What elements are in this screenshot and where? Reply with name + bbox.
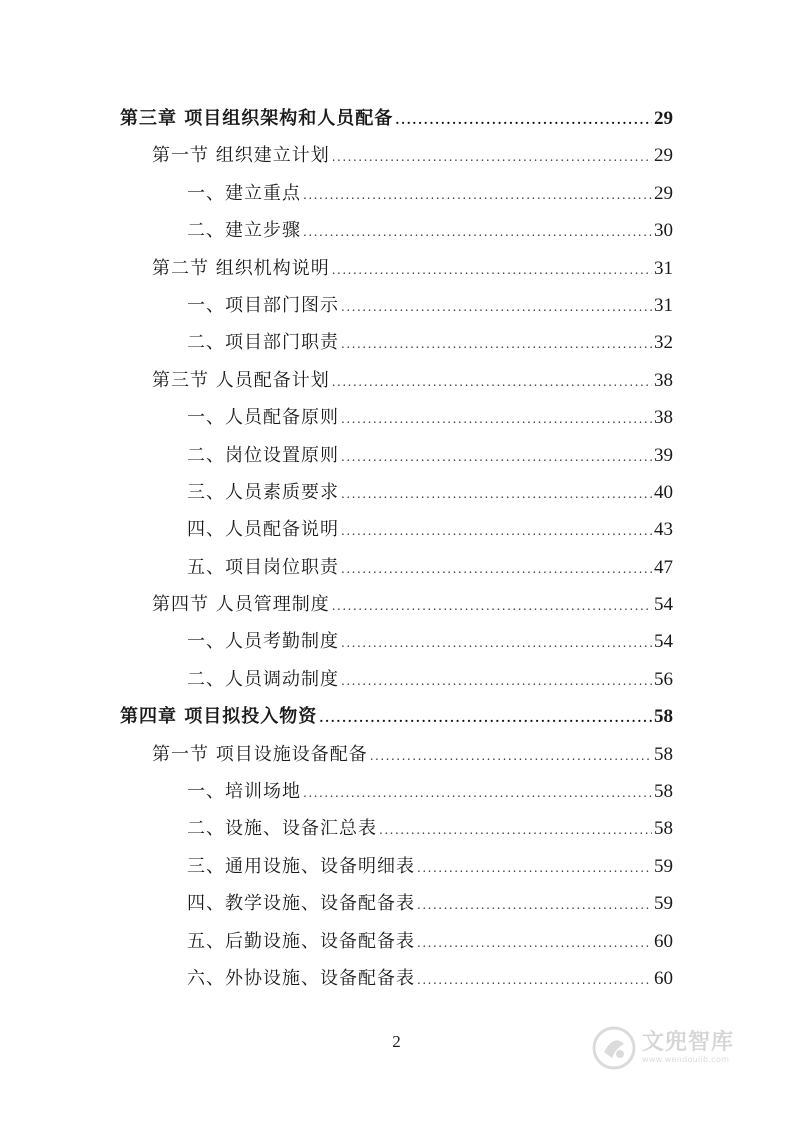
toc-entry-page: 43 <box>654 519 673 541</box>
toc-dot-leader <box>303 775 652 812</box>
toc-dot-leader <box>341 401 652 438</box>
toc-entry[interactable] <box>0 437 793 474</box>
toc-dot-leader <box>341 439 652 476</box>
toc-entry-page: 39 <box>654 444 673 466</box>
toc-entry[interactable] <box>0 250 793 287</box>
toc-entry-page: 58 <box>654 818 673 840</box>
toc-entry[interactable] <box>0 661 793 698</box>
toc-dot-leader <box>370 738 652 775</box>
toc-entry[interactable] <box>0 923 793 960</box>
toc-entry-page: 54 <box>654 631 673 653</box>
toc-entry-label: 二、项目部门职责 <box>187 332 339 354</box>
toc-dot-leader <box>341 513 652 550</box>
toc-entry-page: 38 <box>654 407 673 429</box>
watermark-url: www.wendoulib.com <box>642 1055 730 1064</box>
toc-entry-label: 第三章 项目组织架构和人员配备 <box>120 108 394 129</box>
toc-dot-leader <box>417 962 652 999</box>
toc-entry-label: 一、建立重点 <box>187 182 301 204</box>
toc-dot-leader <box>332 252 652 289</box>
toc-entry-label: 四、人员配备说明 <box>187 519 339 541</box>
toc-entry[interactable] <box>0 549 793 586</box>
toc-entry[interactable] <box>0 175 793 212</box>
toc-entry-page: 59 <box>654 893 673 915</box>
toc-entry-label: 一、项目部门图示 <box>187 294 339 316</box>
toc-entry-page: 32 <box>654 332 673 354</box>
toc-dot-leader <box>341 551 652 588</box>
toc-entry-label: 六、外协设施、设备配备表 <box>187 967 415 989</box>
toc-dot-leader <box>332 588 652 625</box>
wendoc-logo-icon <box>592 1026 636 1070</box>
toc-entry-page: 29 <box>654 182 673 204</box>
toc-entry-label: 一、人员配备原则 <box>187 407 339 429</box>
toc-entry-label: 二、人员调动制度 <box>187 668 339 690</box>
toc-entry-label: 第一节 项目设施设备配备 <box>152 743 368 765</box>
toc-dot-leader <box>319 700 652 737</box>
toc-entry[interactable] <box>0 100 793 137</box>
toc-entry-page: 59 <box>654 855 673 877</box>
toc-dot-leader <box>341 476 652 513</box>
toc-dot-leader <box>417 850 652 887</box>
toc-dot-leader <box>332 139 652 176</box>
toc-entry-page: 56 <box>654 668 673 690</box>
watermark <box>592 1020 762 1076</box>
toc-dot-leader <box>303 177 652 214</box>
toc-entry-page: 58 <box>654 706 673 728</box>
toc-entry-label: 五、项目岗位职责 <box>187 556 339 578</box>
toc-entry[interactable] <box>0 324 793 361</box>
toc-entry[interactable] <box>0 137 793 174</box>
toc-entry-label: 二、岗位设置原则 <box>187 444 339 466</box>
toc-entry-label: 四、教学设施、设备配备表 <box>187 893 415 915</box>
toc-entry-page: 58 <box>654 743 673 765</box>
toc-entry-label: 五、后勤设施、设备配备表 <box>187 930 415 952</box>
toc-entry[interactable] <box>0 698 793 735</box>
toc-dot-leader <box>341 663 652 700</box>
toc-entry[interactable] <box>0 773 793 810</box>
toc-entry[interactable] <box>0 511 793 548</box>
toc-entry-page: 60 <box>654 930 673 952</box>
toc-entry[interactable] <box>0 399 793 436</box>
watermark-title: 文兜智库 <box>642 1030 735 1055</box>
toc-entry[interactable] <box>0 885 793 922</box>
toc-dot-leader <box>379 812 652 849</box>
toc-entry-label: 三、人员素质要求 <box>187 481 339 503</box>
toc-entry[interactable] <box>0 810 793 847</box>
page-number: 2 <box>392 1032 401 1051</box>
toc-entry-page: 31 <box>654 257 673 279</box>
toc-entry-page: 54 <box>654 594 673 616</box>
toc-entry-label: 第四节 人员管理制度 <box>152 594 330 616</box>
toc-entry-label: 第一节 组织建立计划 <box>152 145 330 167</box>
toc-entry-label: 一、培训场地 <box>187 781 301 803</box>
toc-entry[interactable] <box>0 474 793 511</box>
toc-entry-label: 第二节 组织机构说明 <box>152 257 330 279</box>
toc-dot-leader <box>341 625 652 662</box>
toc-dot-leader <box>332 364 652 401</box>
toc-dot-leader <box>303 214 652 251</box>
toc-entry[interactable] <box>0 623 793 660</box>
toc-entry-page: 60 <box>654 967 673 989</box>
toc-entry-page: 29 <box>654 145 673 167</box>
toc-entry-page: 31 <box>654 294 673 316</box>
toc-dot-leader <box>341 326 652 363</box>
toc-entry[interactable] <box>0 362 793 399</box>
table-of-contents <box>0 100 793 997</box>
toc-entry-label: 二、建立步骤 <box>187 220 301 242</box>
toc-entry-label: 一、人员考勤制度 <box>187 631 339 653</box>
toc-entry-label: 二、设施、设备汇总表 <box>187 818 377 840</box>
toc-entry-page: 40 <box>654 481 673 503</box>
toc-entry-page: 38 <box>654 369 673 391</box>
toc-dot-leader <box>395 102 652 139</box>
toc-entry[interactable] <box>0 960 793 997</box>
toc-entry-label: 第四章 项目拟投入物资 <box>120 706 318 728</box>
toc-entry[interactable] <box>0 287 793 324</box>
toc-entry[interactable] <box>0 586 793 623</box>
toc-entry-label: 第三节 人员配备计划 <box>152 369 330 391</box>
toc-entry-page: 47 <box>654 556 673 578</box>
toc-entry-page: 58 <box>654 781 673 803</box>
toc-entry-label: 三、通用设施、设备明细表 <box>187 855 415 877</box>
toc-entry-page: 30 <box>654 220 673 242</box>
toc-dot-leader <box>417 887 652 924</box>
toc-dot-leader <box>341 289 652 326</box>
toc-entry-page: 29 <box>654 108 673 129</box>
toc-entry[interactable] <box>0 212 793 249</box>
toc-entry[interactable] <box>0 848 793 885</box>
toc-dot-leader <box>417 925 652 962</box>
toc-entry[interactable] <box>0 736 793 773</box>
